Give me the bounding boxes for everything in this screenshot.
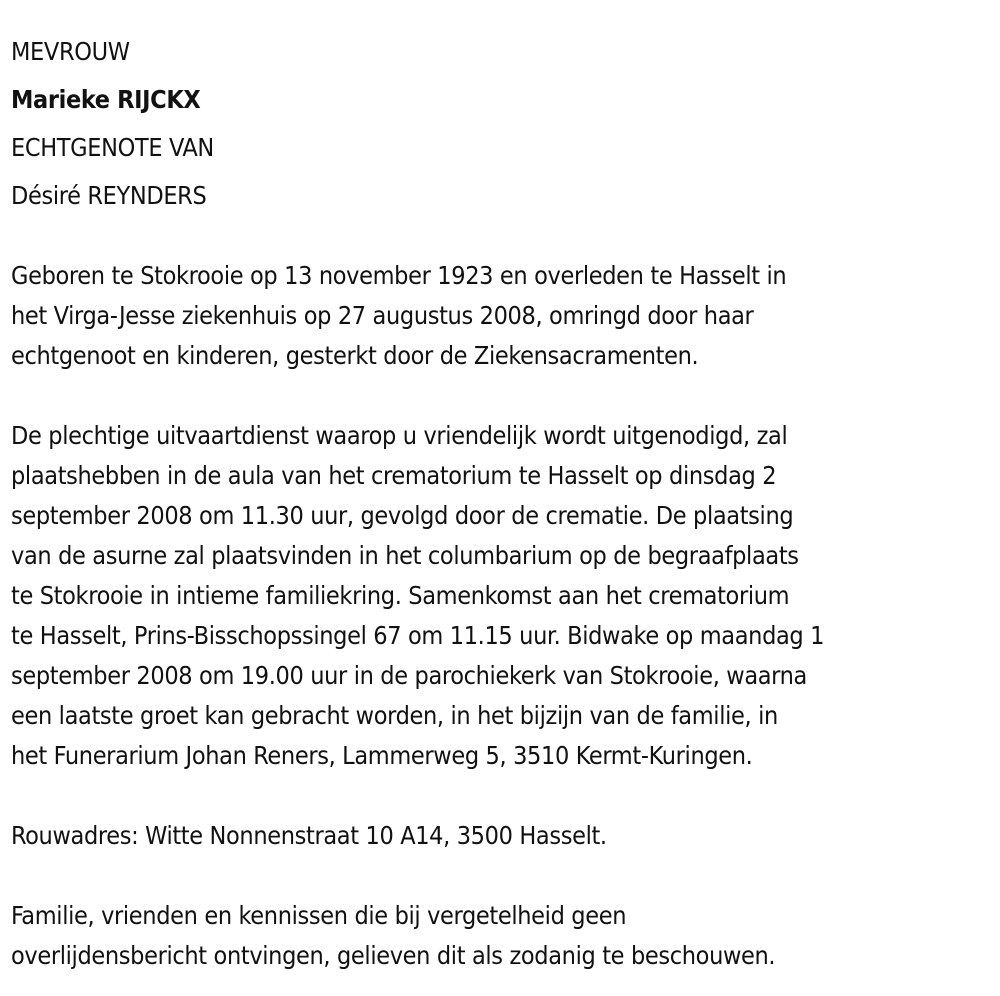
- paragraph-line: te Hasselt, Prins-Bisschopssingel 67 om 11.15 uur. Bidwake op maandag 1: [11, 621, 825, 650]
- paragraph-line: Rouwadres: Witte Nonnenstraat 10 A14, 3500 Hasselt.: [11, 821, 607, 850]
- paragraph-line: De plechtige uitvaartdienst waarop u vriendelijk wordt uitgenodigd, zal: [11, 421, 788, 450]
- paragraph-line: Familie, vrienden en kennissen die bij vergetelheid geen: [11, 901, 627, 930]
- paragraph-line: Geboren te Stokrooie op 13 november 1923 en overleden te Hasselt in: [11, 261, 787, 290]
- paragraph-line: september 2008 om 11.30 uur, gevolgd door de crematie. De plaatsing: [11, 501, 794, 530]
- paragraph-line: september 2008 om 19.00 uur in de parochiekerk van Stokrooie, waarna: [11, 661, 807, 690]
- paragraph-line: echtgenoot en kinderen, gesterkt door de Ziekensacramenten.: [11, 341, 699, 370]
- paragraph-line: een laatste groet kan gebracht worden, in het bijzijn van de familie, in: [11, 701, 778, 730]
- spouse-name: Désiré REYNDERS: [11, 181, 207, 210]
- paragraph-line: van de asurne zal plaatsvinden in het columbarium op de begraafplaats: [11, 541, 799, 570]
- paragraph-line: plaatshebben in de aula van het crematorium te Hasselt op dinsdag 2: [11, 461, 777, 490]
- deceased-name: Marieke RIJCKX: [11, 85, 201, 114]
- paragraph-line: het Virga-Jesse ziekenhuis op 27 augustus 2008, omringd door haar: [11, 301, 754, 330]
- paragraph-line: te Stokrooie in intieme familiekring. Samenkomst aan het crematorium: [11, 581, 790, 610]
- paragraph-line: het Funerarium Johan Reners, Lammerweg 5, 3510 Kermt-Kuringen.: [11, 741, 753, 770]
- title-prefix: MEVROUW: [11, 37, 130, 66]
- relation-label: ECHTGENOTE VAN: [11, 133, 214, 162]
- paragraph-line: overlijdensbericht ontvingen, gelieven dit als zodanig te beschouwen.: [11, 941, 776, 970]
